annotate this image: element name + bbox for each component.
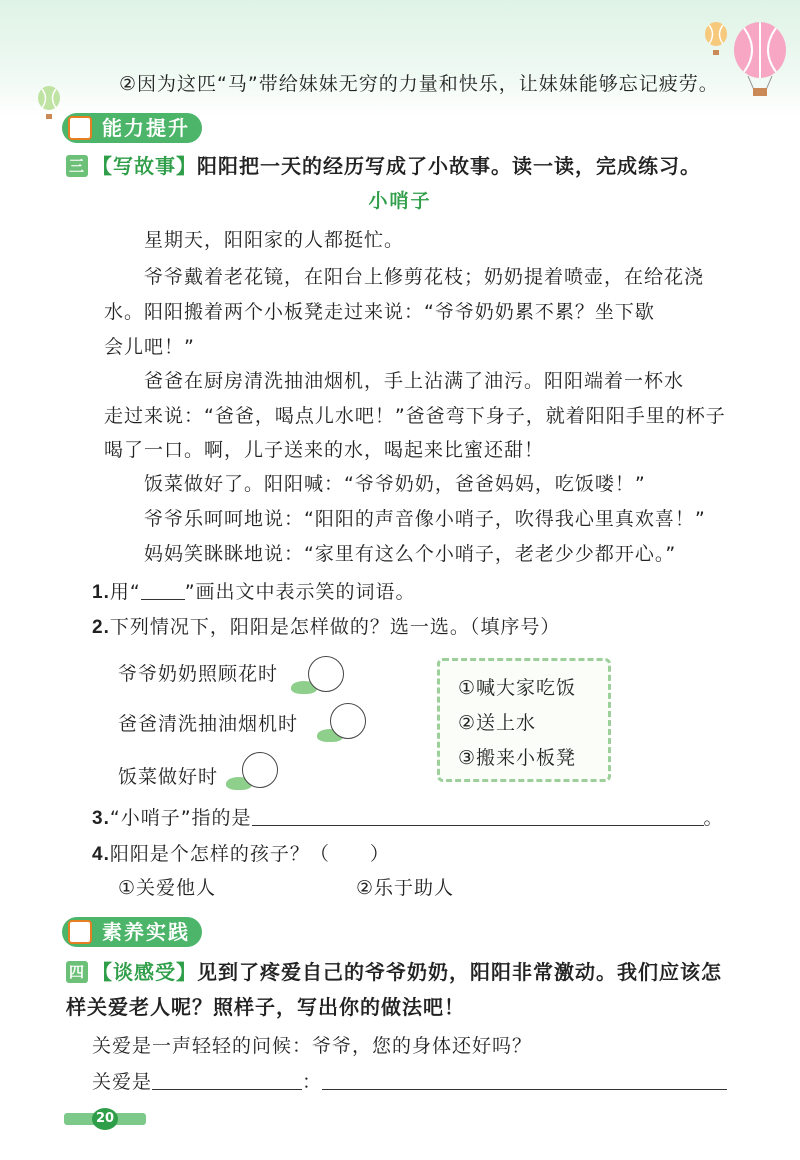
section-tag-label: 能力提升 — [102, 116, 190, 140]
header-band — [0, 0, 800, 118]
page-number: 20 — [92, 1108, 118, 1130]
notebook-icon — [68, 116, 92, 140]
question-2-number: 2. — [92, 617, 110, 638]
fill-prefix: 关爱是 — [92, 1071, 153, 1093]
question-label: 【写故事】 — [92, 154, 197, 178]
green-balloon-icon — [36, 86, 62, 122]
question-1 — [92, 578, 416, 607]
story-line: 喝了一口。啊，儿子送来的水，喝起来比蜜还甜！ — [104, 439, 545, 461]
question-number-badge: 四 — [66, 961, 88, 983]
question-4-option: ②乐于助人 — [356, 877, 455, 899]
story-line: 会儿吧！” — [104, 336, 195, 358]
section-tag-label: 素养实践 — [102, 920, 190, 944]
question-3 — [92, 804, 724, 833]
situation-item: 爷爷奶奶照顾花时 — [118, 663, 279, 685]
story-line: 爷爷戴着老花镜，在阳台上修剪花枝；奶奶提着喷壶，在给花浇 — [144, 266, 705, 288]
option-item: ③搬来小板凳 — [458, 747, 577, 769]
story-line: 水。阳阳搬着两个小板凳走过来说：“爷爷奶奶累不累？坐下歇 — [104, 301, 655, 323]
question-4-number: 4. — [92, 844, 110, 865]
fill-colon: ： — [302, 1071, 323, 1093]
question-4-text: 阳阳是个怎样的孩子？（ ） — [109, 843, 390, 865]
answer-blank-short[interactable] — [152, 1089, 302, 1090]
question-4-heading — [66, 958, 722, 986]
story-line: 饭菜做好了。阳阳喊：“爷爷奶奶，爸爸妈妈，吃饭喽！” — [144, 473, 646, 495]
question-1-pre: 用“ — [109, 581, 141, 603]
fill-line — [92, 1068, 727, 1096]
question-label: 【谈感受】 — [92, 960, 197, 984]
question-1-number: 1. — [92, 582, 110, 603]
answer-circle-1[interactable] — [308, 656, 344, 692]
question-text-continued: 样关爱老人呢？照样子，写出你的做法吧！ — [66, 995, 465, 1019]
answer-circle-2[interactable] — [330, 703, 366, 739]
story-line: 走过来说：“爸爸，喝点儿水吧！”爸爸弯下身子，就着阳阳手里的杯子 — [104, 405, 726, 427]
situation-item: 爸爸清洗抽油烟机时 — [118, 713, 299, 735]
section-tag-ability — [62, 113, 202, 143]
question-1-post: ”画出文中表示笑的词语。 — [184, 581, 416, 603]
section-tag-practice — [62, 917, 202, 947]
question-3-post: 。 — [703, 807, 724, 829]
underline-sample — [141, 599, 185, 600]
option-item: ②送上水 — [458, 712, 537, 734]
example-sentence: 关爱是一声轻轻的问候：爷爷，您的身体还好吗？ — [92, 1035, 533, 1057]
question-text: 见到了疼爱自己的爷爷奶奶，阳阳非常激动。我们应该怎 — [197, 960, 722, 984]
story-line: 妈妈笑眯眯地说：“家里有这么个小哨子，老老少少都开心。” — [144, 543, 677, 565]
question-2 — [92, 613, 560, 642]
options-box — [437, 658, 611, 782]
question-3-heading — [66, 152, 701, 180]
question-3-pre: “小哨子”指的是 — [109, 807, 252, 829]
question-number-badge: 三 — [66, 155, 88, 177]
question-text: 阳阳把一天的经历写成了小故事。读一读，完成练习。 — [197, 154, 701, 178]
story-line: 爷爷乐呵呵地说：“阳阳的声音像小哨子，吹得我心里真欢喜！” — [144, 508, 706, 530]
question-4-option: ①关爱他人 — [118, 877, 217, 899]
question-4 — [92, 840, 390, 869]
answer-line-3[interactable] — [252, 825, 704, 826]
story-line: 爸爸在厨房清洗抽油烟机，手上沾满了油污。阳阳端着一杯水 — [144, 370, 685, 392]
notebook-pencil-icon — [68, 920, 92, 944]
question-3-number: 3. — [92, 808, 110, 829]
story-line: 星期天，阳阳家的人都挺忙。 — [144, 229, 405, 251]
question-2-text: 下列情况下，阳阳是怎样做的？选一选。（填序号） — [109, 616, 561, 638]
top-answer-line: ②因为这匹“马”带给妹妹无穷的力量和快乐，让妹妹能够忘记疲劳。 — [119, 73, 719, 95]
answer-blank-long[interactable] — [322, 1089, 727, 1090]
page-number-badge — [64, 1108, 146, 1130]
answer-circle-3[interactable] — [242, 752, 278, 788]
hot-air-balloon-icon — [730, 20, 790, 100]
situation-item: 饭菜做好时 — [118, 766, 219, 788]
small-balloon-icon — [703, 22, 729, 58]
story-title: 小哨子 — [368, 190, 432, 212]
option-item: ①喊大家吃饭 — [458, 677, 577, 699]
